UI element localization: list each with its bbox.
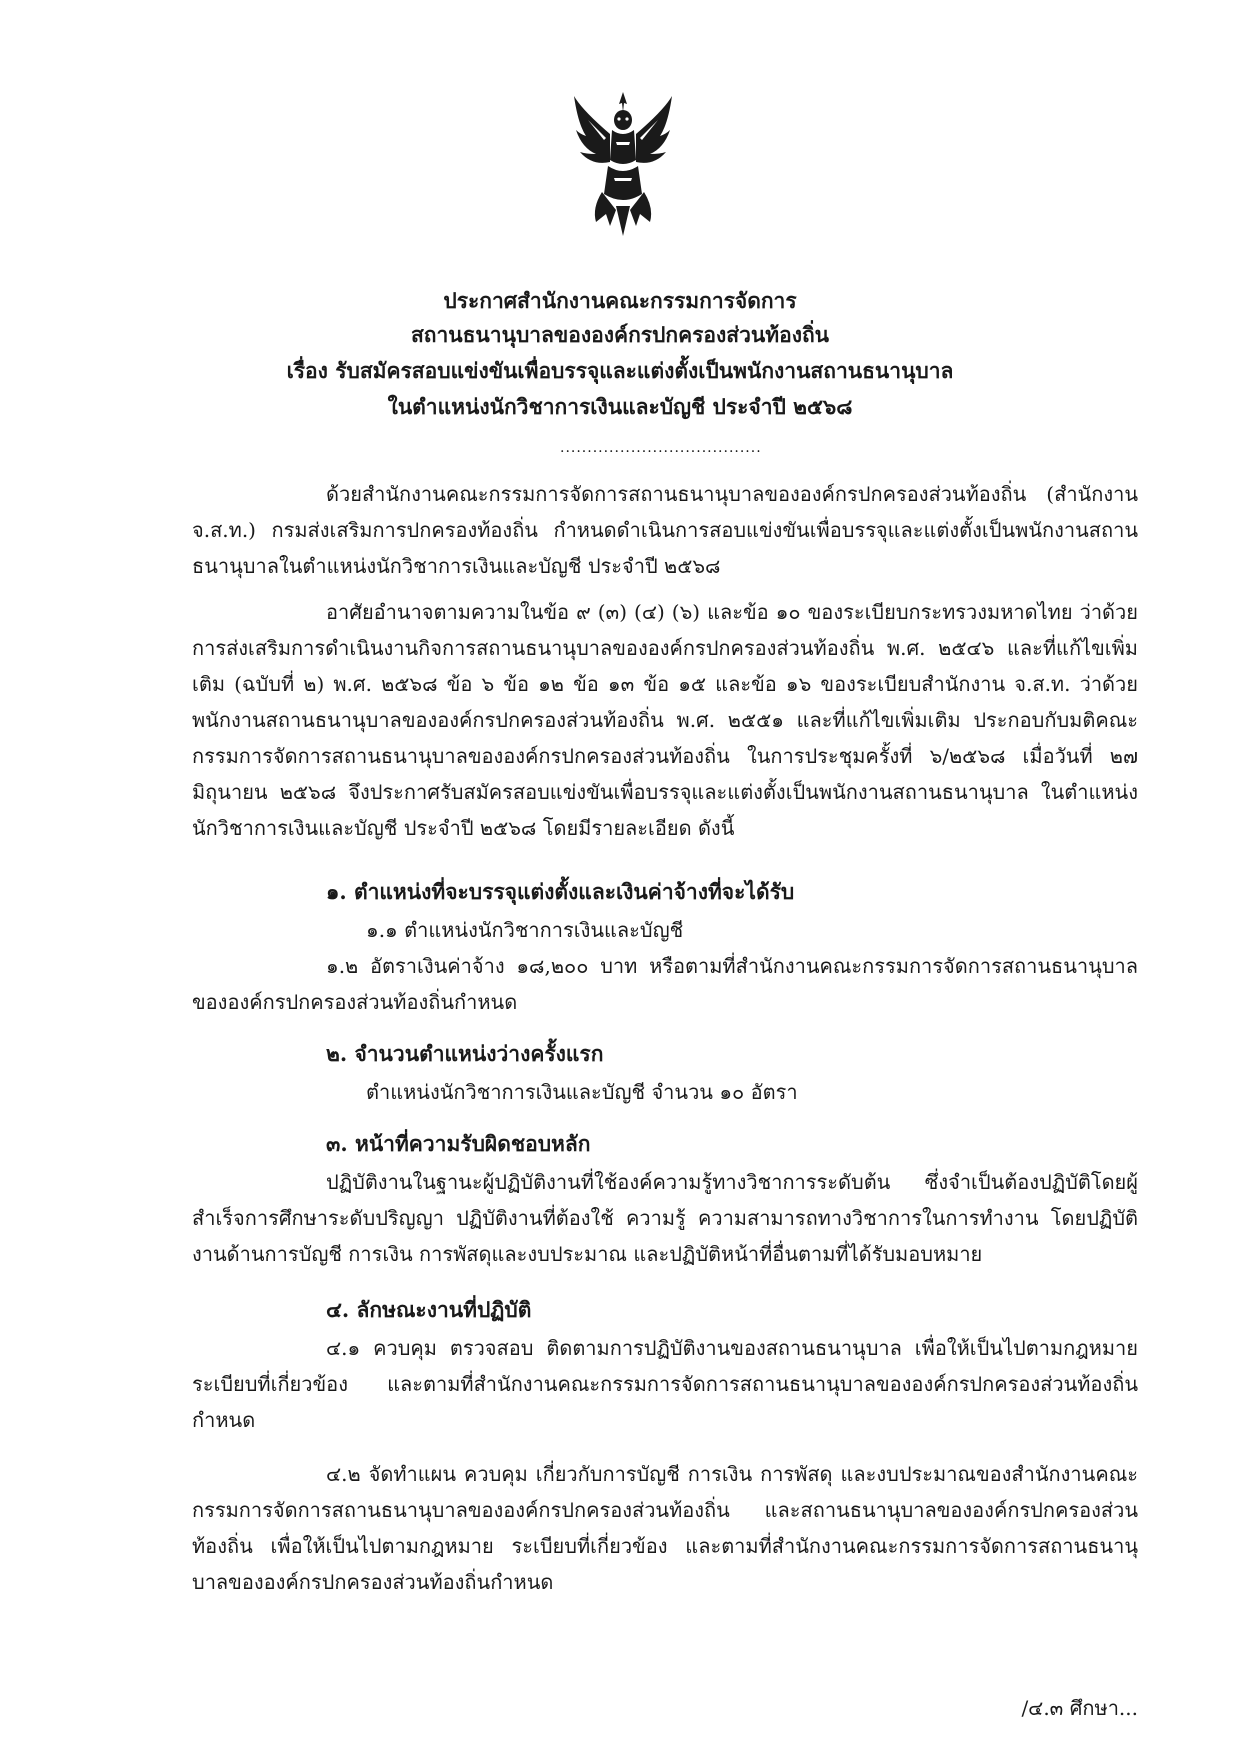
section-2-text: ตำแหน่งนักวิชาการเงินและบัญชี จำนวน ๑๐ อัตรา [366, 1080, 798, 1104]
title-line-1: ประกาศสำนักงานคณะกรรมการจัดการ [443, 288, 797, 313]
section-4-heading: ๔. ลักษณะงานที่ปฏิบัติ [326, 1297, 532, 1322]
section-1-item-1: ๑.๑ ตำแหน่งนักวิชาการเงินและบัญชี [366, 918, 684, 942]
section-1-heading: ๑. ตำแหน่งที่จะบรรจุแต่งตั้งและเงินค่าจ้างที่จะได้รับ [326, 879, 795, 904]
title-line-4: ในตำแหน่งนักวิชาการเงินและบัญชี ประจำปี ๒๕๖๘ [387, 394, 853, 419]
garuda-emblem-icon [572, 90, 674, 238]
continuation-marker: /๔.๓ ศึกษา... [1021, 1696, 1138, 1720]
section-4-item-1: ๔.๑ ควบคุม ตรวจสอบ ติดตามการปฏิบัติงานของสถานธนานุบาล เพื่อให้เป็นไปตามกฎหมาย ระเบียบที่เกี่ยวข้อง และตามที่สำนักงานคณะกรรมการจัดการสถานธนานุบาลขององค์กรปกครองส่วนท้องถิ่นกำหนด [192, 1336, 1138, 1432]
section-2-heading: ๒. จำนวนตำแหน่งว่างครั้งแรก [326, 1041, 604, 1066]
section-3-text: ปฏิบัติงานในฐานะผู้ปฏิบัติงานที่ใช้องค์ความรู้ทางวิชาการระดับต้น ซึ่งจำเป็นต้องปฏิบัติโดยผู้สำเร็จการศึกษาระดับปริญญา ปฏิบัติงานที่ต้องใช้ ความรู้ ความสามารถทางวิชาการในการทำงาน โดยปฏิบัติงานด้านการบัญชี การเงิน การพัสดุและงบประมาณ และปฏิบัติหน้าที่อื่นตามที่ได้รับมอบหมาย [192, 1170, 1138, 1266]
title-line-3: เรื่อง รับสมัครสอบแข่งขันเพื่อบรรจุและแต่งตั้งเป็นพนักงานสถานธนานุบาล [286, 358, 954, 383]
authority-paragraph: อาศัยอำนาจตามความในข้อ ๙ (๓) (๔) (๖) และข้อ ๑๐ ของระเบียบกระทรวงมหาดไทย ว่าด้วยการส่งเสริมการดำเนินงานกิจการสถานธนานุบาลขององค์กรปกครองส่วนท้องถิ่น พ.ศ. ๒๕๔๖ และที่แก้ไขเพิ่มเติม (ฉบับที่ ๒) พ.ศ. ๒๕๖๘ ข้อ ๖ ข้อ ๑๒ ข้อ ๑๓ ข้อ ๑๕ และข้อ ๑๖ ของระเบียบสำนักงาน จ.ส.ท. ว่าด้วยพนักงานสถานธนานุบาลขององค์กรปกครองส่วนท้องถิ่น พ.ศ. ๒๕๕๑ และที่แก้ไขเพิ่มเติม ประกอบกับมติคณะกรรมการจัดการสถานธนานุบาลขององค์กรปกครองส่วนท้องถิ่น ในการประชุมครั้งที่ ๖/๒๕๖๘ เมื่อวันที่ ๒๗ มิถุนายน ๒๕๖๘ จึงประกาศรับสมัครสอบแข่งขันเพื่อบรรจุและแต่งตั้งเป็นพนักงานสถานธนานุบาล ในตำแหน่งนักวิชาการเงินและบัญชี ประจำปี ๒๕๖๘ โดยมีรายละเอียด ดังนี้ [192, 600, 1138, 840]
section-4-item-2: ๔.๒ จัดทำแผน ควบคุม เกี่ยวกับการบัญชี การเงิน การพัสดุ และงบประมาณของสำนักงานคณะกรรมการจัดการสถานธนานุบาลขององค์กรปกครองส่วนท้องถิ่น และสถานธนานุบาลขององค์กรปกครองส่วนท้องถิ่น เพื่อให้เป็นไปตามกฎหมาย ระเบียบที่เกี่ยวข้อง และตามที่สำนักงานคณะกรรมการจัดการสถานธนานุบาลขององค์กรปกครองส่วนท้องถิ่นกำหนด [192, 1462, 1138, 1594]
section-1-item-2: ๑.๒ อัตราเงินค่าจ้าง ๑๘,๒๐๐ บาท หรือตามที่สำนักงานคณะกรรมการจัดการสถานธนานุบาลขององค์กรปกครองส่วนท้องถิ่นกำหนด [192, 954, 1138, 1014]
separator: ..................................... [560, 440, 762, 456]
intro-paragraph: ด้วยสำนักงานคณะกรรมการจัดการสถานธนานุบาลขององค์กรปกครองส่วนท้องถิ่น (สำนักงาน จ.ส.ท.) กรมส่งเสริมการปกครองท้องถิ่น กำหนดดำเนินการสอบแข่งขันเพื่อบรรจุและแต่งตั้งเป็นพนักงานสถานธนานุบาลในตำแหน่งนักวิชาการเงินและบัญชี ประจำปี ๒๕๖๘ [192, 482, 1138, 578]
section-3-heading: ๓. หน้าที่ความรับผิดชอบหลัก [326, 1131, 591, 1156]
title-line-2: สถานธนานุบาลขององค์กรปกครองส่วนท้องถิ่น [410, 322, 830, 347]
